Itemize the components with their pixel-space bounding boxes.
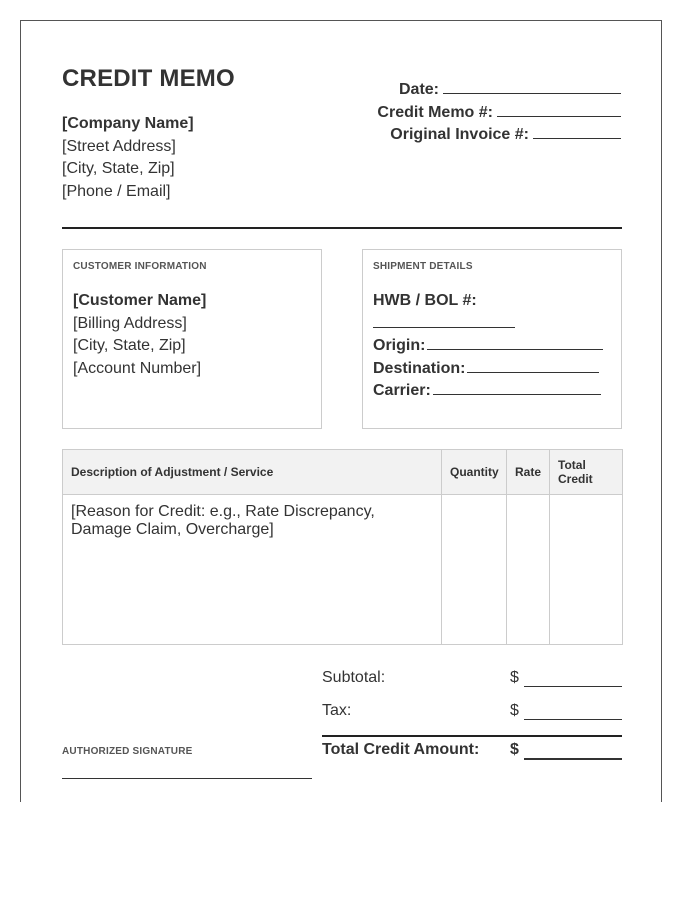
carrier-field	[373, 380, 603, 403]
origin-blank[interactable]	[427, 336, 603, 350]
total-credit-row	[322, 741, 622, 763]
total-credit-currency: $	[510, 741, 519, 758]
totals-divider	[322, 735, 622, 737]
signature-line[interactable]	[62, 778, 312, 779]
adjustment-table	[62, 449, 623, 645]
credit-memo-sheet	[20, 20, 662, 802]
company-city: [City, State, Zip]	[62, 160, 175, 177]
header-divider	[62, 227, 622, 229]
shipment-details-heading: SHIPMENT DETAILS	[373, 261, 473, 272]
memo-number-field	[377, 102, 621, 125]
signature-label: AUTHORIZED SIGNATURE	[62, 746, 193, 757]
origin-label: Origin:	[373, 337, 426, 354]
description-cell[interactable]: [Reason for Credit: e.g., Rate Discrepancy, Damage Claim, Overcharge]	[63, 495, 442, 645]
original-invoice-label: Original Invoice #:	[390, 126, 529, 143]
company-contact: [Phone / Email]	[62, 182, 171, 200]
memo-meta	[377, 79, 621, 147]
customer-info-body	[73, 290, 206, 380]
column-header-total-credit: Total Credit	[550, 450, 623, 495]
company-street: [Street Address]	[62, 137, 176, 155]
origin-field	[373, 335, 603, 358]
company-block	[62, 113, 194, 203]
subtotal-blank[interactable]	[524, 686, 622, 687]
tax-currency: $	[510, 702, 519, 719]
customer-info-box	[62, 249, 322, 429]
quantity-cell[interactable]	[442, 495, 507, 645]
customer-info-heading: CUSTOMER INFORMATION	[73, 261, 207, 272]
customer-city: [City, State, Zip]	[73, 337, 186, 354]
subtotal-label: Subtotal:	[322, 669, 386, 686]
destination-label: Destination:	[373, 359, 466, 377]
tax-row	[322, 702, 622, 724]
customer-account: [Account Number]	[73, 359, 202, 377]
destination-field	[373, 358, 603, 381]
carrier-blank[interactable]	[433, 381, 601, 395]
total-credit-cell[interactable]	[550, 495, 623, 645]
company-name: [Company Name]	[62, 115, 194, 132]
subtotal-row	[322, 669, 622, 691]
customer-billing: [Billing Address]	[73, 314, 187, 332]
total-credit-label: Total Credit Amount:	[322, 741, 480, 758]
carrier-label: Carrier:	[373, 382, 431, 399]
table-row	[63, 495, 623, 645]
original-invoice-field	[377, 124, 621, 147]
hwb-blank[interactable]	[373, 314, 515, 328]
column-header-quantity: Quantity	[442, 450, 507, 495]
date-blank[interactable]	[443, 80, 621, 94]
original-invoice-blank[interactable]	[533, 125, 621, 139]
table-header-row	[63, 450, 623, 495]
document-title: CREDIT MEMO	[62, 65, 235, 92]
rate-cell[interactable]	[507, 495, 550, 645]
hwb-field	[373, 313, 603, 336]
shipment-details-body	[373, 290, 603, 403]
destination-blank[interactable]	[467, 359, 599, 373]
memo-number-blank[interactable]	[497, 103, 621, 117]
subtotal-currency: $	[510, 669, 519, 686]
hwb-label: HWB / BOL #:	[373, 292, 477, 309]
tax-label: Tax:	[322, 702, 352, 719]
column-header-description: Description of Adjustment / Service	[63, 450, 442, 495]
date-field	[377, 79, 621, 102]
memo-number-label: Credit Memo #:	[377, 103, 493, 121]
column-header-rate: Rate	[507, 450, 550, 495]
shipment-details-box	[362, 249, 622, 429]
tax-blank[interactable]	[524, 719, 622, 720]
customer-name: [Customer Name]	[73, 292, 207, 309]
total-credit-blank[interactable]	[524, 758, 622, 760]
date-label: Date:	[398, 81, 439, 98]
